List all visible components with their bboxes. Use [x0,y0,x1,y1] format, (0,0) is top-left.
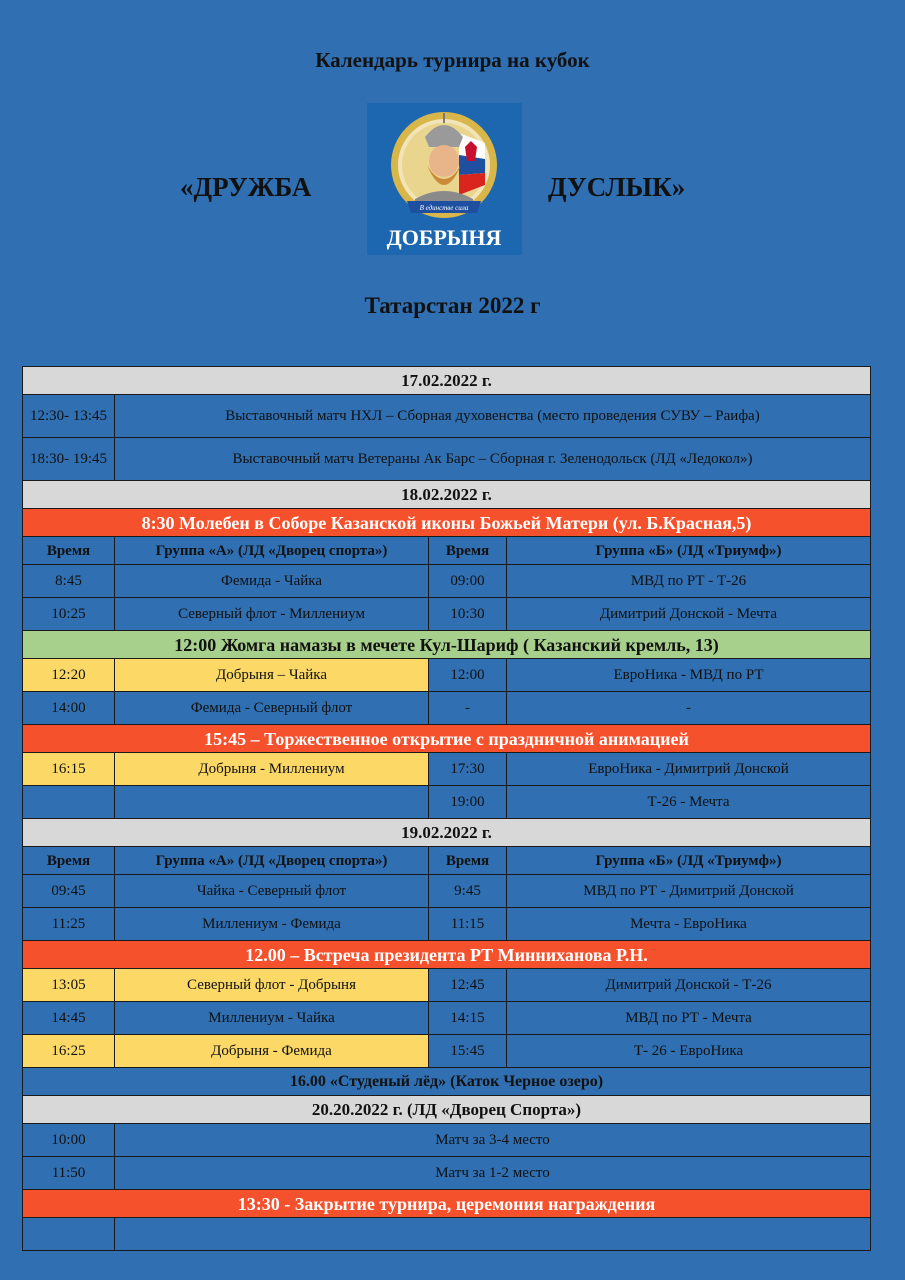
table-row [23,1002,871,1035]
page-subtitle: Татарстан 2022 г [364,293,541,318]
date-row [23,819,871,847]
match-cell: ЕвроНика - Димитрий Донской [507,753,871,786]
event-cell: 15:45 – Торжественное открытие с праздничной анимацией [23,725,871,753]
header-row [23,847,871,875]
column-header: Время [429,537,507,565]
time-cell: 10:30 [429,598,507,631]
time-cell: 11:25 [23,908,115,941]
match-cell: Димитрий Донской - Мечта [507,598,871,631]
event-row [23,1068,871,1096]
table-row [23,1124,871,1157]
match-cell: МВД по РТ - Мечта [507,1002,871,1035]
time-cell: 18:30- 19:45 [23,438,115,481]
event-row [23,1190,871,1218]
time-cell [23,786,115,819]
event-cell: 12:00 Жомга намазы в мечете Кул-Шариф ( Казанский кремль, 13) [23,631,871,659]
time-cell: 10:25 [23,598,115,631]
match-cell: Добрыня - Миллениум [115,753,429,786]
match-cell: Миллениум - Чайка [115,1002,429,1035]
match-cell: Выставочный матч Ветераны Ак Барс – Сборная г. Зеленодольск (ЛД «Ледокол») [115,438,871,481]
logo-name: ДОБРЫНЯ [386,225,502,250]
event-row [23,725,871,753]
date-row [23,1096,871,1124]
match-cell: Чайка - Северный флот [115,875,429,908]
dobrynya-logo [367,103,522,255]
empty-cell [115,1218,871,1251]
time-cell: 9:45 [429,875,507,908]
logo-emblem-icon [367,103,522,255]
date-row [23,481,871,509]
match-cell: Матч за 1-2 место [115,1157,871,1190]
time-cell: 14:00 [23,692,115,725]
table-row [23,598,871,631]
table-row [23,438,871,481]
match-cell [115,786,429,819]
match-cell: Матч за 3-4 место [115,1124,871,1157]
event-row [23,631,871,659]
table-row [23,1157,871,1190]
event-cell: 12.00 – Встреча президента РТ Минниханова Р.Н. [23,941,871,969]
date-18-02: 18.02.2022 г. [23,481,871,509]
time-cell: 16:15 [23,753,115,786]
match-cell: - [507,692,871,725]
time-cell: 09:00 [429,565,507,598]
column-header: Группа «А» (ЛД «Дворец спорта») [115,537,429,565]
table-row [23,753,871,786]
event-row [23,941,871,969]
table-row [23,692,871,725]
event-cell: 16.00 «Студеный лёд» (Каток Черное озеро) [23,1068,871,1096]
match-cell: Северный флот - Добрыня [115,969,429,1002]
event-row [23,509,871,537]
event-cell: 8:30 Молебен в Соборе Казанской иконы Божьей Матери (ул. Б.Красная,5) [23,509,871,537]
time-cell: 8:45 [23,565,115,598]
match-cell: Димитрий Донской - Т-26 [507,969,871,1002]
table-row [23,565,871,598]
match-cell: Добрыня - Фемида [115,1035,429,1068]
column-header: Время [23,537,115,565]
time-cell: 10:00 [23,1124,115,1157]
time-cell: 16:25 [23,1035,115,1068]
title-word-right: ДУСЛЫК» [548,172,686,202]
page-title: Календарь турнира на кубок [315,48,590,72]
time-cell: 11:15 [429,908,507,941]
table-row [23,1035,871,1068]
header-row [23,537,871,565]
event-cell: 13:30 - Закрытие турнира, церемония награждения [23,1190,871,1218]
table-row [23,1218,871,1251]
table-row [23,875,871,908]
time-cell: 14:15 [429,1002,507,1035]
column-header: Время [23,847,115,875]
logo-ribbon-text: В единстве сила [419,204,469,212]
time-cell: 12:20 [23,659,115,692]
match-cell: ЕвроНика - МВД по РТ [507,659,871,692]
time-cell: 15:45 [429,1035,507,1068]
column-header: Время [429,847,507,875]
match-cell: Мечта - ЕвроНика [507,908,871,941]
column-header: Группа «Б» (ЛД «Триумф») [507,537,871,565]
date-19-02: 19.02.2022 г. [23,819,871,847]
match-cell: Северный флот - Миллениум [115,598,429,631]
time-cell: 19:00 [429,786,507,819]
time-cell: 11:50 [23,1157,115,1190]
table-row [23,969,871,1002]
title-word-left: «ДРУЖБА [180,172,312,202]
date-20-02: 20.20.2022 г. (ЛД «Дворец Спорта») [23,1096,871,1124]
table-row [23,786,871,819]
column-header: Группа «А» (ЛД «Дворец спорта») [115,847,429,875]
time-cell: 12:30- 13:45 [23,395,115,438]
time-cell: 12:45 [429,969,507,1002]
match-cell: Т- 26 - ЕвроНика [507,1035,871,1068]
match-cell: Добрыня – Чайка [115,659,429,692]
time-cell: 14:45 [23,1002,115,1035]
match-cell: МВД по РТ - Димитрий Донской [507,875,871,908]
match-cell: Фемида - Чайка [115,565,429,598]
match-cell: Фемида - Северный флот [115,692,429,725]
table-row [23,659,871,692]
match-cell: Т-26 - Мечта [507,786,871,819]
schedule-table [22,366,871,1251]
empty-cell [23,1218,115,1251]
table-row [23,908,871,941]
time-cell: 13:05 [23,969,115,1002]
date-row [23,367,871,395]
table-row [23,395,871,438]
time-cell: 17:30 [429,753,507,786]
column-header: Группа «Б» (ЛД «Триумф») [507,847,871,875]
date-17-02: 17.02.2022 г. [23,367,871,395]
time-cell: - [429,692,507,725]
time-cell: 09:45 [23,875,115,908]
match-cell: Миллениум - Фемида [115,908,429,941]
match-cell: МВД по РТ - Т-26 [507,565,871,598]
match-cell: Выставочный матч НХЛ – Сборная духовенства (место проведения СУВУ – Раифа) [115,395,871,438]
time-cell: 12:00 [429,659,507,692]
